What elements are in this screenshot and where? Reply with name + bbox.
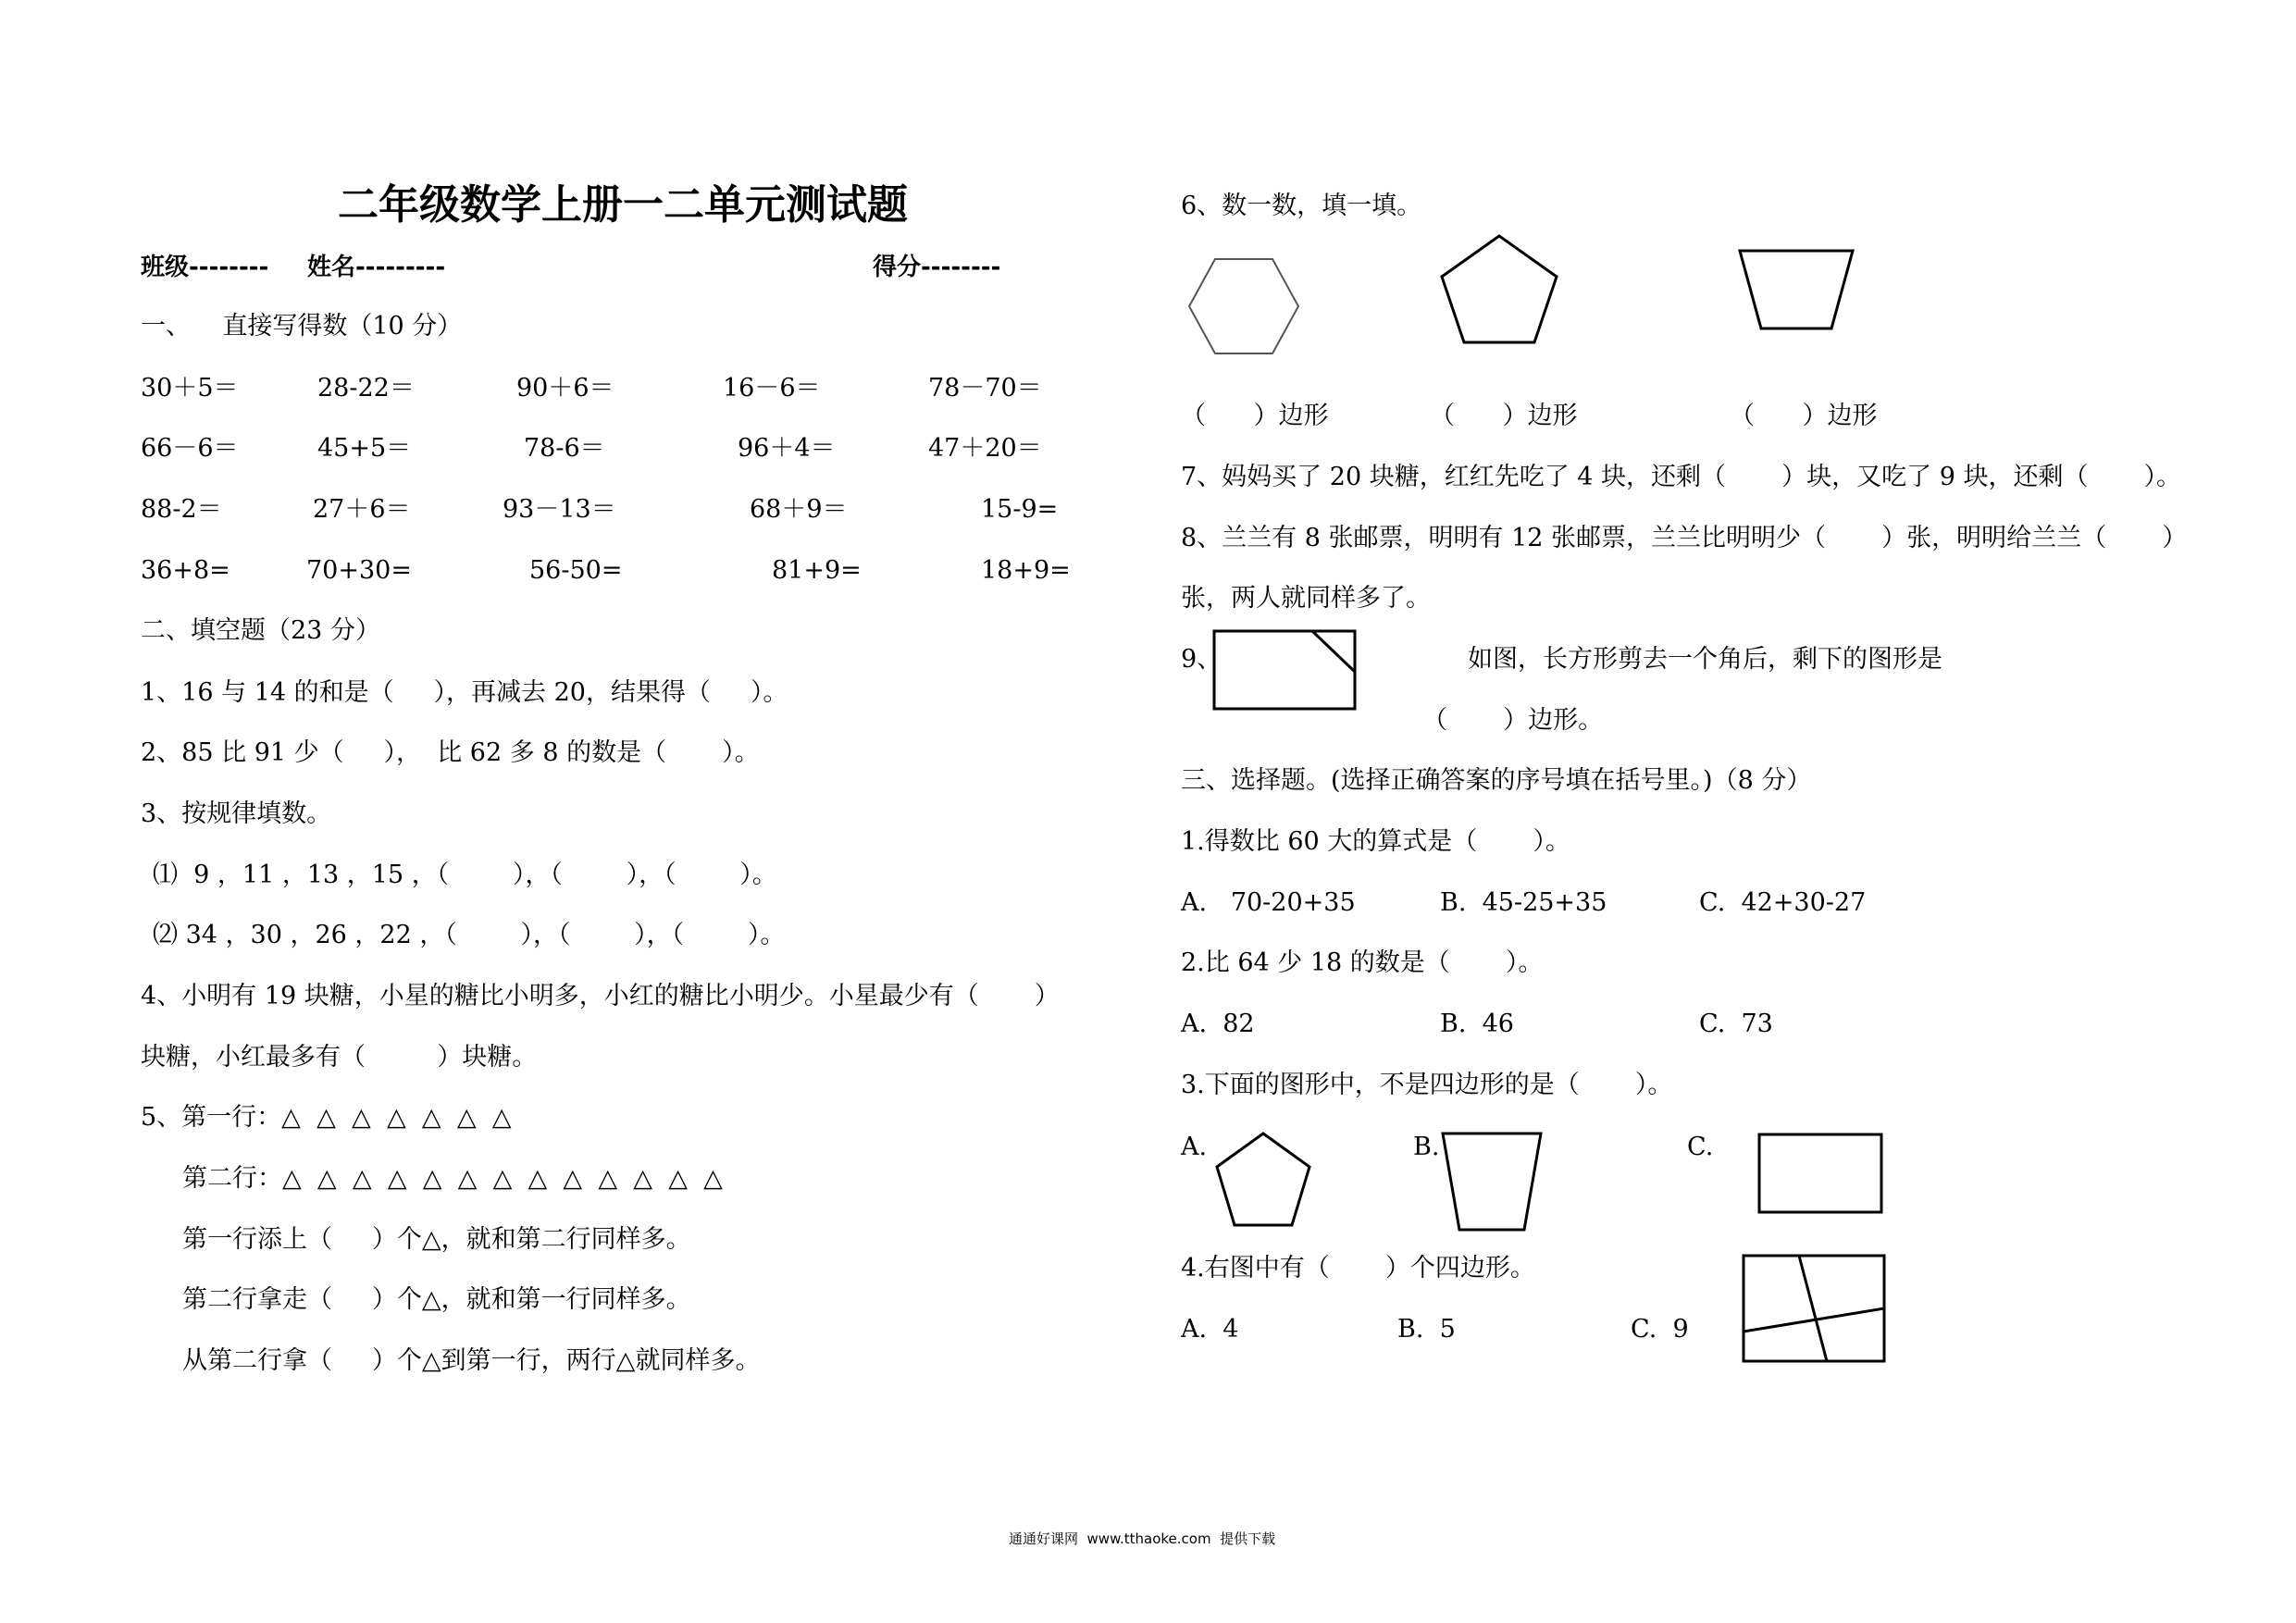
calc-item: 81+9=	[772, 556, 862, 585]
shape-blank-1: （ ）边形	[1181, 402, 1329, 430]
question-9-text: 如图，长方形剪去一个角后，剩下的图形是	[1468, 645, 1942, 674]
choice-4-option-c: C. 9	[1631, 1315, 1689, 1344]
calc-item: 93－13＝	[503, 495, 616, 524]
question-3-sequence-1: ⑴ 9 ，11 ，13 ，15 ，（ ），（ ），（ ）。	[153, 861, 777, 889]
choice-3-label-b: B.	[1413, 1133, 1440, 1161]
question-5-b: 第二行拿走（ ）个△，就和第一行同样多。	[182, 1285, 691, 1314]
calc-item: 68＋9＝	[750, 495, 848, 524]
calc-item: 18+9=	[981, 556, 1071, 585]
question-1: 1、16 与 14 的和是（ ），再减去 20，结果得（ ）。	[141, 678, 788, 707]
question-7: 7、妈妈买了 20 块糖，红红先吃了 4 块，还剩（ ）块，又吃了 9 块，还剩（ ）。	[1181, 463, 2182, 491]
choice-question-3: 3.下面的图形中，不是四边形的是（ ）。	[1181, 1071, 1673, 1099]
choice-3-label-c: C.	[1687, 1133, 1714, 1161]
cut-rectangle-figure	[1212, 629, 1357, 711]
calc-item: 66－6＝	[141, 434, 239, 463]
calc-item: 56-50=	[529, 556, 623, 585]
calc-item: 78-6＝	[524, 434, 605, 463]
question-9-number: 9、	[1181, 645, 1222, 674]
section2-heading: 二、填空题（23 分）	[141, 616, 380, 645]
question-4-line-1: 4、小明有 19 块糖，小星的糖比小明多，小红的糖比小明少。小星最少有（ ）	[141, 982, 1060, 1010]
choice-question-1: 1.得数比 60 大的算式是（ ）。	[1181, 827, 1570, 856]
question-8-line-2: 张，两人就同样多了。	[1181, 584, 1431, 613]
choice-question-4: 4.右图中有（ ）个四边形。	[1181, 1254, 1535, 1282]
calc-item: 45+5＝	[317, 434, 412, 463]
choice-1-option-b: B. 45-25+35	[1440, 888, 1607, 917]
choice-4-option-b: B. 5	[1397, 1315, 1456, 1344]
choice-3-trapezoid-figure	[1441, 1132, 1543, 1232]
calc-item: 16－6＝	[723, 374, 821, 403]
choice-4-option-a: A. 4	[1181, 1315, 1239, 1344]
question-2: 2、85 比 91 少（ ）， 比 62 多 8 的数是（ ）。	[141, 738, 760, 767]
calc-item: 36+8=	[141, 556, 230, 585]
shape-blank-2: （ ）边形	[1430, 402, 1578, 430]
calc-item: 28-22＝	[317, 374, 415, 403]
name-label: 姓名---------	[307, 254, 446, 281]
choice-2-option-b: B. 46	[1440, 1010, 1514, 1038]
calc-item: 30＋5＝	[141, 374, 239, 403]
question-4-line-2: 块糖，小红最多有（ ）块糖。	[141, 1043, 538, 1072]
shape-blank-3: （ ）边形	[1730, 402, 1878, 430]
section3-heading: 三、选择题。(选择正确答案的序号填在括号里。)（8 分）	[1181, 766, 1812, 795]
question-5-a: 第一行添上（ ）个△，就和第二行同样多。	[182, 1225, 691, 1254]
page-title: 二年级数学上册一二单元测试题	[338, 181, 908, 229]
choice-2-option-a: A. 82	[1181, 1010, 1255, 1038]
choice-4-divided-rectangle-figure	[1742, 1254, 1886, 1363]
class-label: 班级--------	[141, 254, 269, 281]
trapezoid-figure	[1738, 249, 1855, 330]
question-9-blank: （ ）边形。	[1422, 706, 1604, 735]
question-5-row-2: 第二行：△ △ △ △ △ △ △ △ △ △ △ △ △	[182, 1164, 723, 1193]
question-3: 3、按规律填数。	[141, 799, 332, 828]
choice-3-label-a: A.	[1181, 1133, 1208, 1161]
calc-item: 96＋4＝	[738, 434, 836, 463]
section1-heading: 一、 直接写得数（10 分）	[141, 312, 463, 341]
hexagon-figure	[1187, 256, 1300, 356]
question-6: 6、数一数，填一填。	[1181, 192, 1422, 220]
calc-item: 27＋6＝	[313, 495, 411, 524]
choice-2-option-c: C. 73	[1699, 1010, 1773, 1038]
choice-question-2: 2.比 64 少 18 的数是（ ）。	[1181, 948, 1544, 977]
choice-3-pentagon-figure	[1215, 1132, 1311, 1228]
question-5-row-1: 5、第一行：△ △ △ △ △ △ △	[141, 1103, 512, 1132]
calc-item: 88-2＝	[141, 495, 222, 524]
calc-item: 15-9=	[981, 495, 1059, 524]
score-label: 得分--------	[873, 254, 1001, 281]
pentagon-figure	[1439, 234, 1559, 345]
calc-item: 90＋6＝	[516, 374, 614, 403]
choice-3-rectangle-figure	[1757, 1133, 1883, 1214]
question-8-line-1: 8、兰兰有 8 张邮票，明明有 12 张邮票，兰兰比明明少（ ）张，明明给兰兰（ ）	[1181, 524, 2188, 552]
question-5-c: 从第二行拿（ ）个△到第一行，两行△就同样多。	[182, 1346, 761, 1375]
question-3-sequence-2: ⑵ 34 ，30 ，26 ，22 ，（ ），（ ），（ ）。	[153, 921, 786, 949]
calc-item: 78－70＝	[928, 374, 1042, 403]
calc-item: 47＋20＝	[928, 434, 1042, 463]
calc-item: 70+30=	[306, 556, 412, 585]
footer-text: 通通好课网 www.tthaoke.com 提供下载	[1009, 1530, 1276, 1547]
choice-1-option-a: A. 70-20+35	[1181, 888, 1356, 917]
choice-1-option-c: C. 42+30-27	[1699, 888, 1867, 917]
